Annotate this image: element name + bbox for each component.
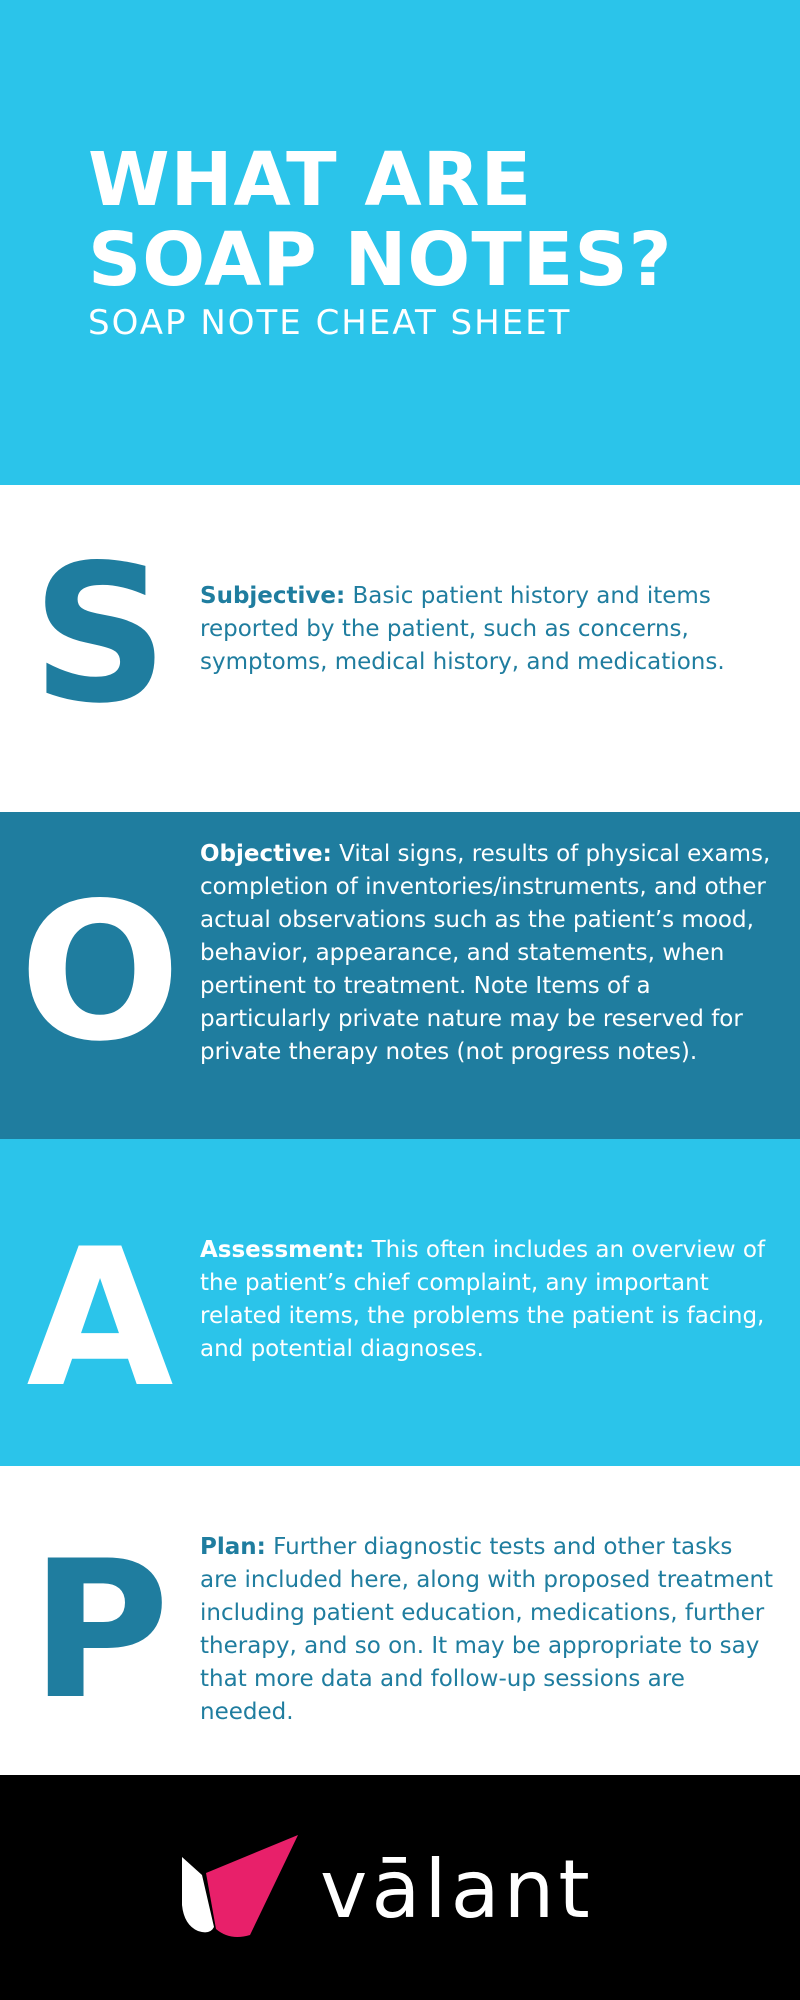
- assessment-term: Assessment:: [200, 1237, 365, 1263]
- valant-wordmark: vālant: [320, 1843, 594, 1936]
- letter-s: S: [31, 524, 169, 745]
- subjective-term: Subjective:: [200, 583, 346, 609]
- section-assessment: [0, 1139, 800, 1466]
- subjective-description: [200, 580, 775, 679]
- assessment-text: This often includes an overview of the patient’s chief complaint, any important related items, the problems the patient is facing, and potential diagnoses.: [200, 1237, 766, 1362]
- letter-o: O: [19, 862, 181, 1083]
- letter-p: P: [30, 1520, 170, 1741]
- footer: [0, 1775, 800, 2000]
- plan-text: Further diagnostic tests and other tasks are included here, along with proposed treatment including patient education, medications, further therapy, and so on. It may be appropriate to say that more data and follow-up sessions are needed.: [200, 1534, 774, 1725]
- plan-description: [200, 1531, 775, 1729]
- page-subtitle: SOAP NOTE CHEAT SHEET: [88, 303, 572, 343]
- section-subjective: [0, 485, 800, 812]
- objective-text: Vital signs, results of physical exams, completion of inventories/instruments, and other actual observations such as the patient’s mood, behavior, appearance, and statements, when pertinent to treatment. Note Items of a particularly private nature may be reserved for private therapy notes (not progress notes).: [200, 841, 771, 1065]
- plan-term: Plan:: [200, 1534, 266, 1560]
- objective-term: Objective:: [200, 841, 332, 867]
- assessment-description: [200, 1234, 775, 1366]
- valant-logo: [180, 1835, 620, 1945]
- header-banner: [0, 0, 800, 485]
- valant-logo-mark-icon: [180, 1835, 300, 1945]
- letter-a: A: [26, 1208, 174, 1429]
- subjective-text: Basic patient history and items reported by the patient, such as concerns, symptoms, medical history, and medications.: [200, 583, 725, 675]
- section-objective: [0, 812, 800, 1139]
- page-title: WHAT ARE SOAP NOTES?: [88, 137, 673, 303]
- objective-description: [200, 838, 775, 1069]
- section-plan: [0, 1466, 800, 1775]
